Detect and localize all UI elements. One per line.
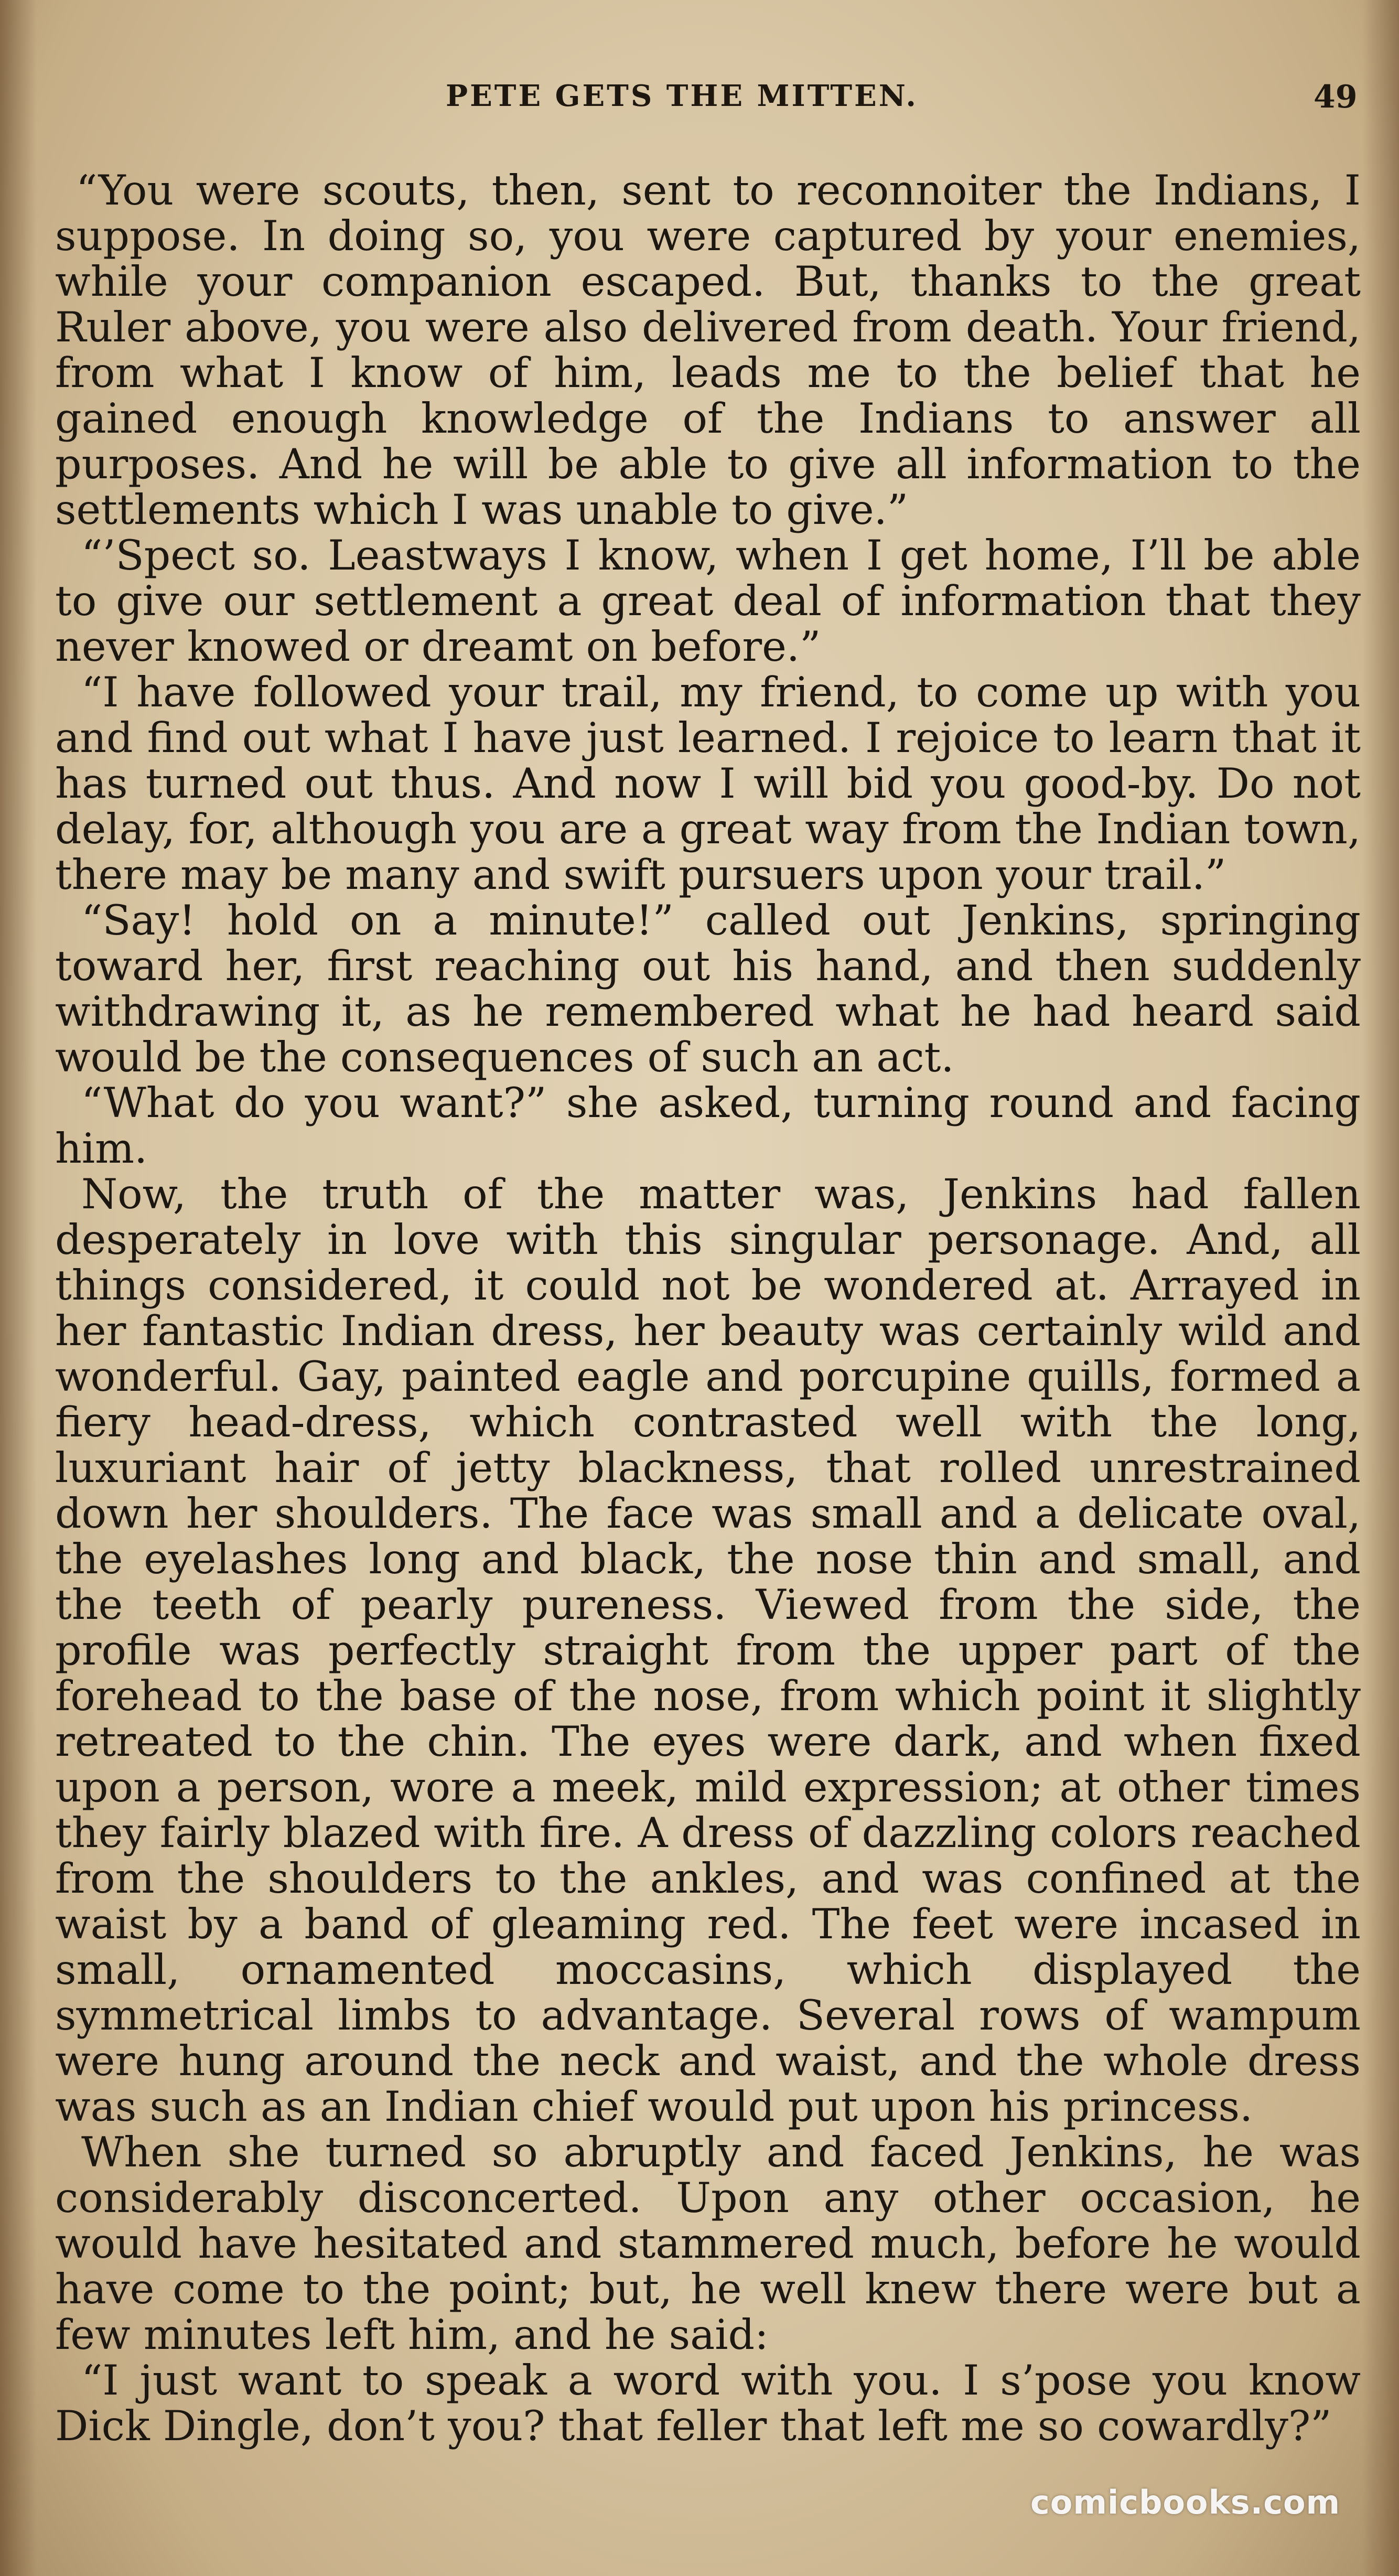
- running-head: [0, 79, 1399, 121]
- paragraph: “You were scouts, then, sent to reconnoiter the Indians, I suppose. In doing so, you were captured by your enemies, while your companion escaped. But, thanks to the great Ruler above, you were also delivered from death. Your friend, from what I know of him, leads me to the belief that he gained enough knowledge of the Indians to answer all purposes. And he will be able to give all information to the settlements which I was unable to give.”: [55, 166, 1361, 534]
- paragraph: “What do you want?” she asked, turning round and facing him.: [55, 1079, 1361, 1173]
- paragraph: “’Spect so. Leastways I know, when I get home, I’ll be able to give our settlement a great deal of information that they never knowed or dreamt on before.”: [55, 531, 1361, 671]
- page-number: 49: [1314, 79, 1358, 115]
- paragraph: “I have followed your trail, my friend, to come up with you and find out what I have just learned. I rejoice to learn that it has turned out thus. And now I will bid you good-by. Do not delay, for, although you are a great way from the Indian town, there may be many and swift pursuers upon your trail.”: [55, 668, 1361, 899]
- paragraph: “Say! hold on a minute!” called out Jenkins, springing toward her, first reaching out his hand, and then suddenly withdrawing it, as he remembered what he had heard said would be the consequences of such an act.: [55, 896, 1361, 1081]
- page-shadow-left: [0, 0, 37, 2576]
- paragraph: Now, the truth of the matter was, Jenkins had fallen desperately in love with this singular personage. And, all things considered, it could not be wondered at. Arrayed in her fantastic Indian dress, her beauty was certainly wild and wonderful. Gay, painted eagle and porcupine quills, formed a fiery head-dress, which contrasted well with the long, luxuriant hair of jetty blackness, that rolled unrestrained down her shoulders. The face was small and a delicate oval, the eyelashes long and black, the nose thin and small, and the teeth of pearly pureness. Viewed from the side, the profile was perfectly straight from the upper part of the forehead to the base of the nose, from which point it slightly retreated to the chin. The eyes were dark, and when fixed upon a person, wore a meek, mild expression; at other times they fairly blazed with fire. A dress of dazzling colors reached from the shoulders to the ankles, and was confined at the waist by a band of gleaming red. The feet were incased in small, ornamented moccasins, which displayed the symmetrical limbs to advantage. Several rows of wampum were hung around the neck and waist, and the whole dress was such as an Indian chief would put upon his princess.: [55, 1170, 1361, 2131]
- running-title: PETE GETS THE MITTEN.: [446, 79, 918, 113]
- body-text: [55, 168, 1361, 2449]
- page-shadow-right: [1362, 0, 1399, 2576]
- paragraph: “I just want to speak a word with you. I s’pose you know Dick Dingle, don’t you? that feller that left me so cowardly?”: [55, 2356, 1361, 2450]
- paragraph: When she turned so abruptly and faced Jenkins, he was considerably disconcerted. Upon any other occasion, he would have hesitated and stammered much, before he would have come to the point; but, he well knew there were but a few minutes left him, and he said:: [55, 2128, 1361, 2359]
- watermark: comicbooks.com: [1030, 2483, 1341, 2521]
